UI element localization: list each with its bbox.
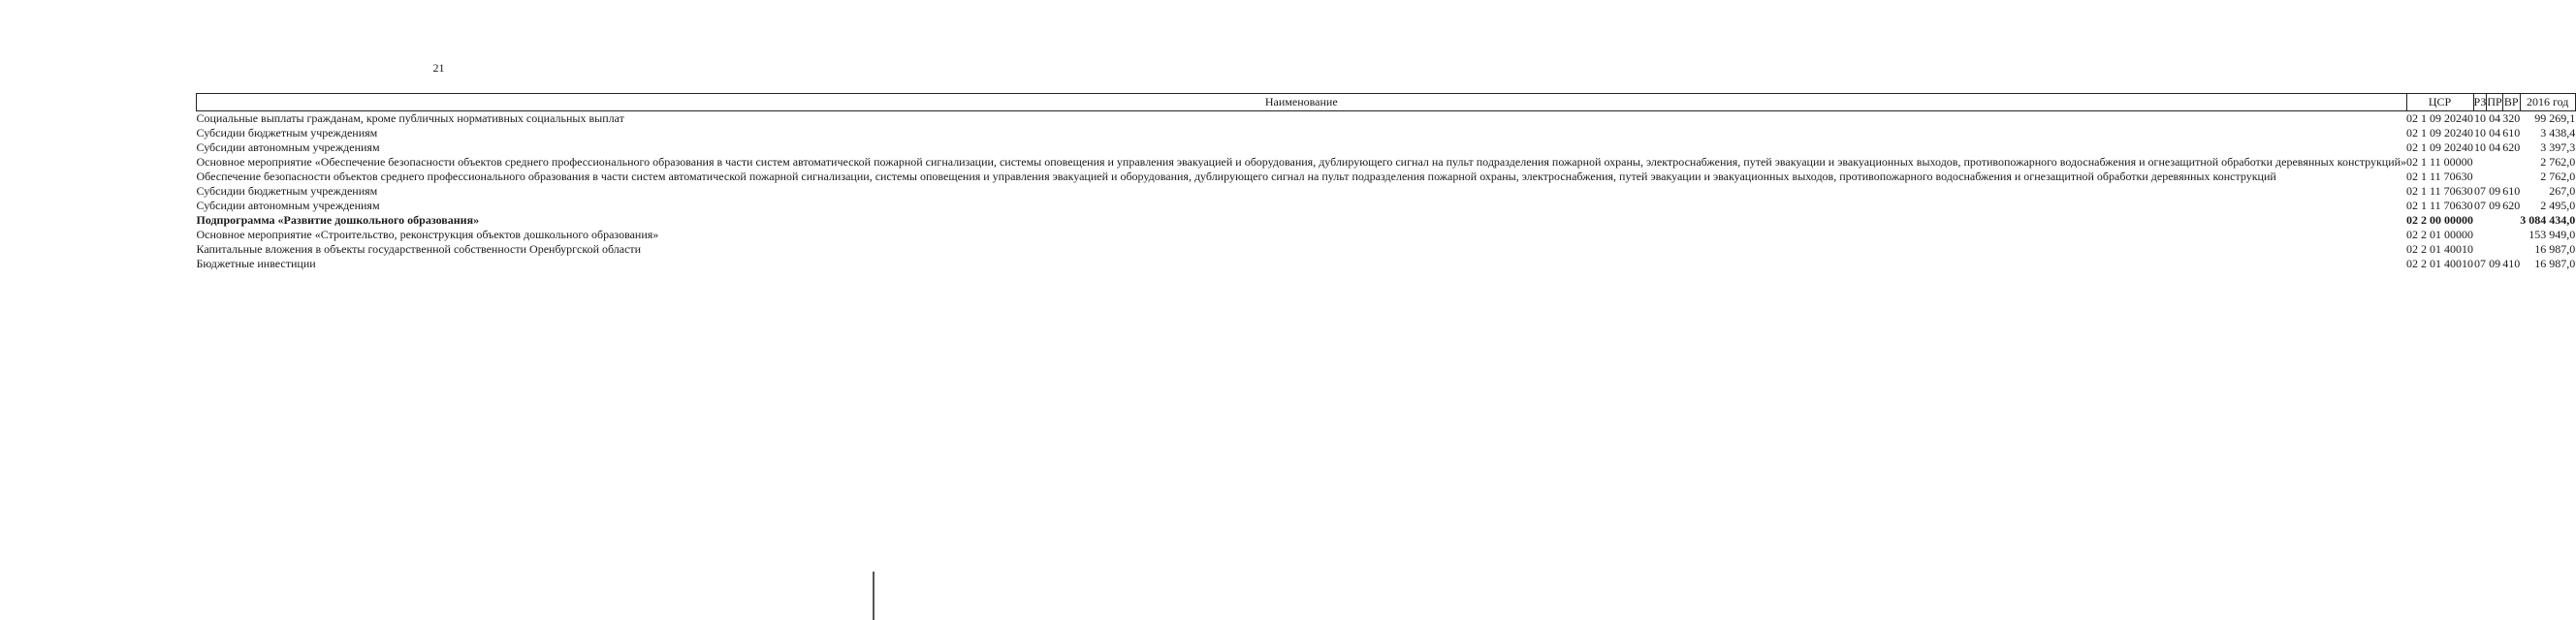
cell-vr — [2502, 228, 2520, 242]
cell-vr: 410 — [2502, 257, 2521, 270]
cell-vr — [2502, 170, 2520, 184]
cell-pr — [2487, 213, 2502, 228]
cell-csr: 02 1 09 20240 — [2406, 111, 2474, 125]
cell-name: Субсидии бюджетным учреждениям — [196, 126, 378, 140]
cell-vr: 620 — [2502, 199, 2521, 212]
cell-pr — [2487, 155, 2502, 170]
table-row — [197, 257, 2576, 271]
cell-pr: 04 — [2489, 111, 2501, 125]
cell-pr: 09 — [2489, 184, 2501, 198]
cell-name: Субсидии автономным учреждениям — [196, 140, 380, 154]
header-rz: РЗ — [2473, 94, 2487, 111]
cell-name: Основное мероприятие «Обеспечение безопасности объектов среднего профессионального образования в части систем автоматической пожарной сигнализации, системы оповещения и управления эвакуацией и оборудования, дублирующего сигнал на пульт подразделения пожарной охраны, электроснабжения, путей эвакуации и эвакуационных выходов, противопожарного водоснабжения и огнезащитной обработки деревянных конструкций» — [196, 155, 2407, 169]
cell-rz: 10 — [2473, 140, 2486, 154]
table-row — [197, 126, 2576, 140]
table-row — [197, 228, 2576, 242]
cell-name: Обеспечение безопасности объектов среднего профессионального образования в части систем автоматической пожарной сигнализации, системы оповещения и управления эвакуацией и оборудования, дублирующего сигнал на пульт подразделения пожарной охраны, электроснабжения, путей эвакуации и эвакуационных выходов, противопожарного водоснабжения и огнезащитной обработки деревянных конструкций — [196, 170, 2276, 183]
cell-csr: 02 1 09 20240 — [2406, 126, 2474, 140]
cell-vr — [2502, 242, 2520, 257]
budget-table — [196, 93, 2576, 271]
cell-rz — [2473, 213, 2487, 228]
cell-rz — [2473, 155, 2487, 170]
cell-vr: 620 — [2502, 140, 2521, 154]
cell-rz: 10 — [2473, 126, 2486, 140]
cell-pr — [2487, 170, 2502, 184]
table-row — [197, 170, 2576, 184]
cell-csr: 02 1 11 70630 — [2406, 170, 2473, 183]
cell-csr: 02 2 01 40010 — [2406, 242, 2474, 256]
header-csr: ЦСР — [2406, 94, 2473, 111]
table-row — [197, 140, 2576, 155]
scan-edge-mark — [873, 572, 875, 620]
table-row — [197, 111, 2576, 127]
table-row — [197, 242, 2576, 257]
cell-pr: 04 — [2489, 140, 2501, 154]
cell-rz: 10 — [2473, 111, 2486, 125]
cell-amount: 16 987,0 — [2534, 257, 2576, 270]
cell-csr: 02 2 01 00000 — [2406, 228, 2474, 241]
cell-vr — [2502, 155, 2520, 170]
header-year: 2016 год — [2520, 94, 2575, 111]
cell-name: Социальные выплаты гражданам, кроме публичных нормативных социальных выплат — [196, 111, 624, 125]
cell-name: Субсидии бюджетным учреждениям — [196, 184, 378, 198]
cell-amount: 3 438,4 — [2540, 126, 2576, 140]
cell-pr: 04 — [2489, 126, 2501, 140]
cell-vr: 320 — [2502, 111, 2521, 125]
cell-rz: 07 — [2473, 184, 2486, 198]
table-row — [197, 213, 2576, 228]
cell-amount: 3 084 434,0 — [2520, 213, 2576, 227]
cell-rz: 07 — [2473, 199, 2486, 212]
cell-amount: 153 949,0 — [2528, 228, 2576, 241]
cell-vr — [2502, 213, 2520, 228]
page-number: 21 — [432, 61, 445, 75]
cell-rz — [2473, 170, 2487, 184]
table-header-row — [197, 94, 2576, 111]
cell-rz — [2473, 228, 2487, 242]
cell-csr: 02 1 11 70630 — [2406, 199, 2473, 212]
cell-csr: 02 2 00 00000 — [2406, 213, 2474, 227]
cell-name: Основное мероприятие «Строительство, реконструкция объектов дошкольного образования» — [196, 228, 659, 241]
header-vr: ВР — [2502, 94, 2520, 111]
table-row — [197, 155, 2576, 170]
header-pr: ПР — [2487, 94, 2502, 111]
cell-csr: 02 2 01 40010 — [2406, 257, 2474, 270]
cell-amount: 267,0 — [2549, 184, 2576, 198]
cell-rz — [2473, 242, 2487, 257]
cell-amount: 16 987,0 — [2534, 242, 2576, 256]
cell-amount: 2 762,0 — [2540, 170, 2576, 183]
cell-amount: 99 269,1 — [2534, 111, 2576, 125]
cell-pr — [2487, 242, 2502, 257]
header-name: Наименование — [197, 94, 2407, 111]
cell-name: Подпрограмма «Развитие дошкольного образования» — [196, 213, 480, 227]
cell-pr: 09 — [2489, 257, 2501, 270]
cell-name: Капитальные вложения в объекты государственной собственности Оренбургской области — [196, 242, 642, 256]
cell-amount: 2 762,0 — [2540, 155, 2576, 169]
cell-csr: 02 1 11 00000 — [2406, 155, 2473, 169]
cell-vr: 610 — [2502, 126, 2521, 140]
cell-pr: 09 — [2489, 199, 2501, 212]
table-row — [197, 199, 2576, 213]
cell-name: Бюджетные инвестиции — [196, 257, 316, 270]
cell-csr: 02 1 09 20240 — [2406, 140, 2474, 154]
cell-vr: 610 — [2502, 184, 2521, 198]
cell-pr — [2487, 228, 2502, 242]
cell-amount: 2 495,0 — [2540, 199, 2576, 212]
cell-rz: 07 — [2473, 257, 2486, 270]
cell-name: Субсидии автономным учреждениям — [196, 199, 380, 212]
table-row — [197, 184, 2576, 199]
cell-amount: 3 397,3 — [2540, 140, 2576, 154]
cell-csr: 02 1 11 70630 — [2406, 184, 2473, 198]
